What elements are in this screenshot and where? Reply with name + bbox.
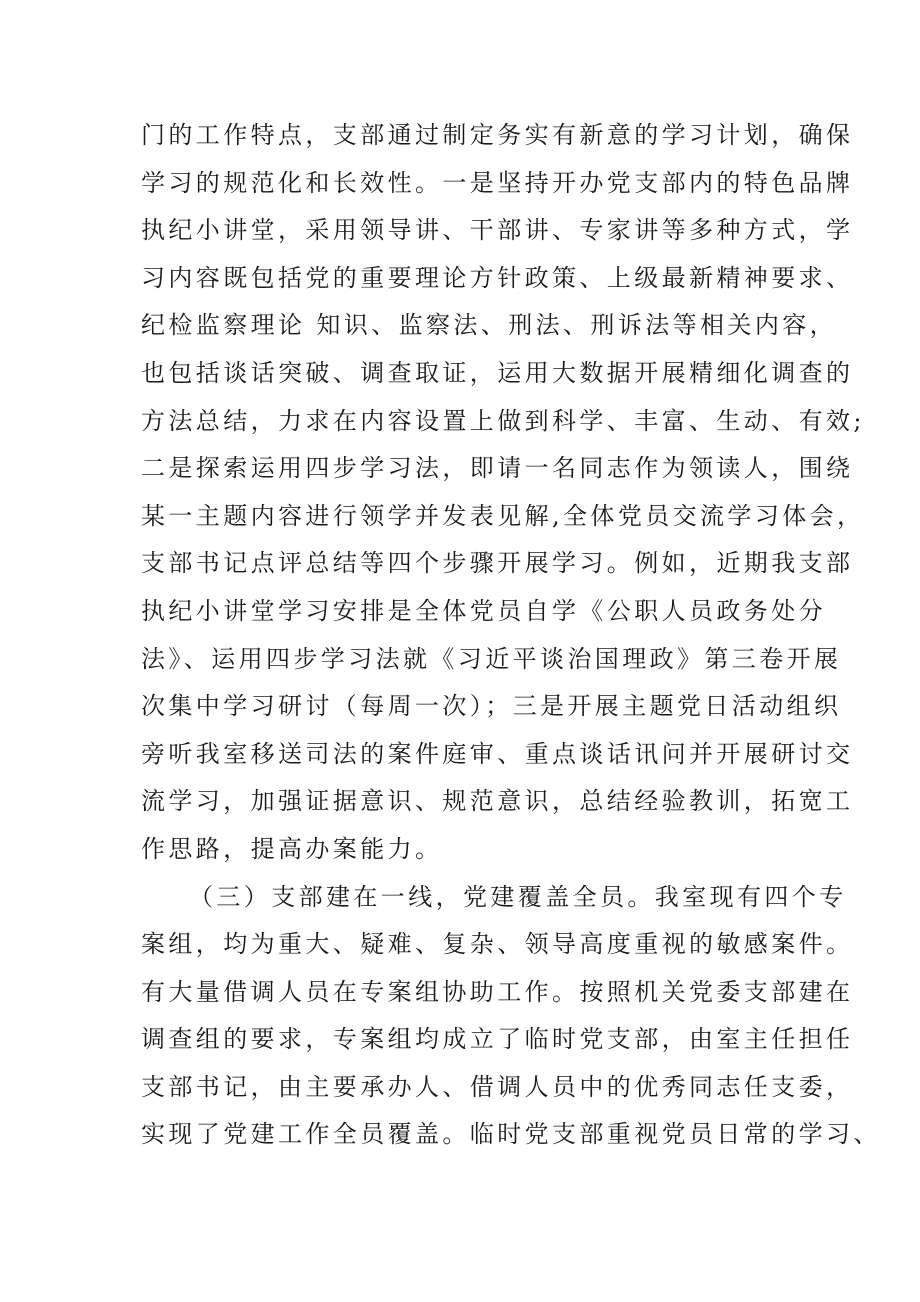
text-line: 执纪小讲堂，采用领导讲、干部讲、专家讲等多种方式，学 xyxy=(141,216,854,245)
text-line: 纪检监察理论 知识、监察法、刑法、刑诉法等相关内容， xyxy=(141,311,838,340)
text-line: 调查组的要求，专案组均成立了临时党支部，由室主任担任 xyxy=(141,1025,854,1054)
text-line: 案组，均为重大、疑难、复杂、领导高度重视的敏感案件。 xyxy=(141,930,854,959)
text-line: 方法总结，力求在内容设置上做到科学、丰富、生动、有效; xyxy=(141,406,865,435)
text-line: 法》、运用四步学习法就《习近平谈治国理政》第三卷开展 xyxy=(141,644,842,673)
text-line: 执纪小讲堂学习安排是全体党员自学《公职人员政务处分 xyxy=(141,596,826,625)
text-line: 流学习，加强证据意识、规范意识，总结经验教训，拓宽工 xyxy=(141,787,854,816)
text-line: 门的工作特点，支部通过制定务实有新意的学习计划，确保 xyxy=(141,121,854,149)
text-line: 二是探索运用四步学习法，即请一名同志作为领读人，围绕 xyxy=(141,454,854,483)
text-line: 某一主题内容进行领学并发表见解,全体党员交流学习体会， xyxy=(141,501,865,530)
text-line: 有大量借调人员在专案组协助工作。按照机关党委支部建在 xyxy=(141,977,854,1006)
section-heading-line: （三）支部建在一线，党建覆盖全员。我室现有四个专 xyxy=(189,882,847,911)
text-line: 旁听我室移送司法的案件庭审、重点谈话讯问并开展研讨交 xyxy=(141,739,854,768)
text-line: 支部书记点评总结等四个步骤开展学习。例如，近期我支部 xyxy=(141,549,854,578)
text-line: 实现了党建工作全员覆盖。临时党支部重视党员日常的学习、 xyxy=(141,1120,881,1149)
text-line: 也包括谈话突破、调查取证，运用大数据开展精细化调查的 xyxy=(141,358,854,387)
text-line: 习内容既包括党的重要理论方针政策、上级最新精神要求、 xyxy=(141,263,854,292)
text-line: 学习的规范化和长效性。一是坚持开办党支部内的特色品牌 xyxy=(141,168,854,197)
text-line: 作思路，提高办案能力。 xyxy=(141,834,443,863)
text-line: 支部书记，由主要承办人、借调人员中的优秀同志任支委， xyxy=(141,1072,854,1101)
body-text xyxy=(141,112,881,1159)
text-line: 次集中学习研讨（每周一次）；三是开展主题党日活动组织 xyxy=(141,692,842,721)
